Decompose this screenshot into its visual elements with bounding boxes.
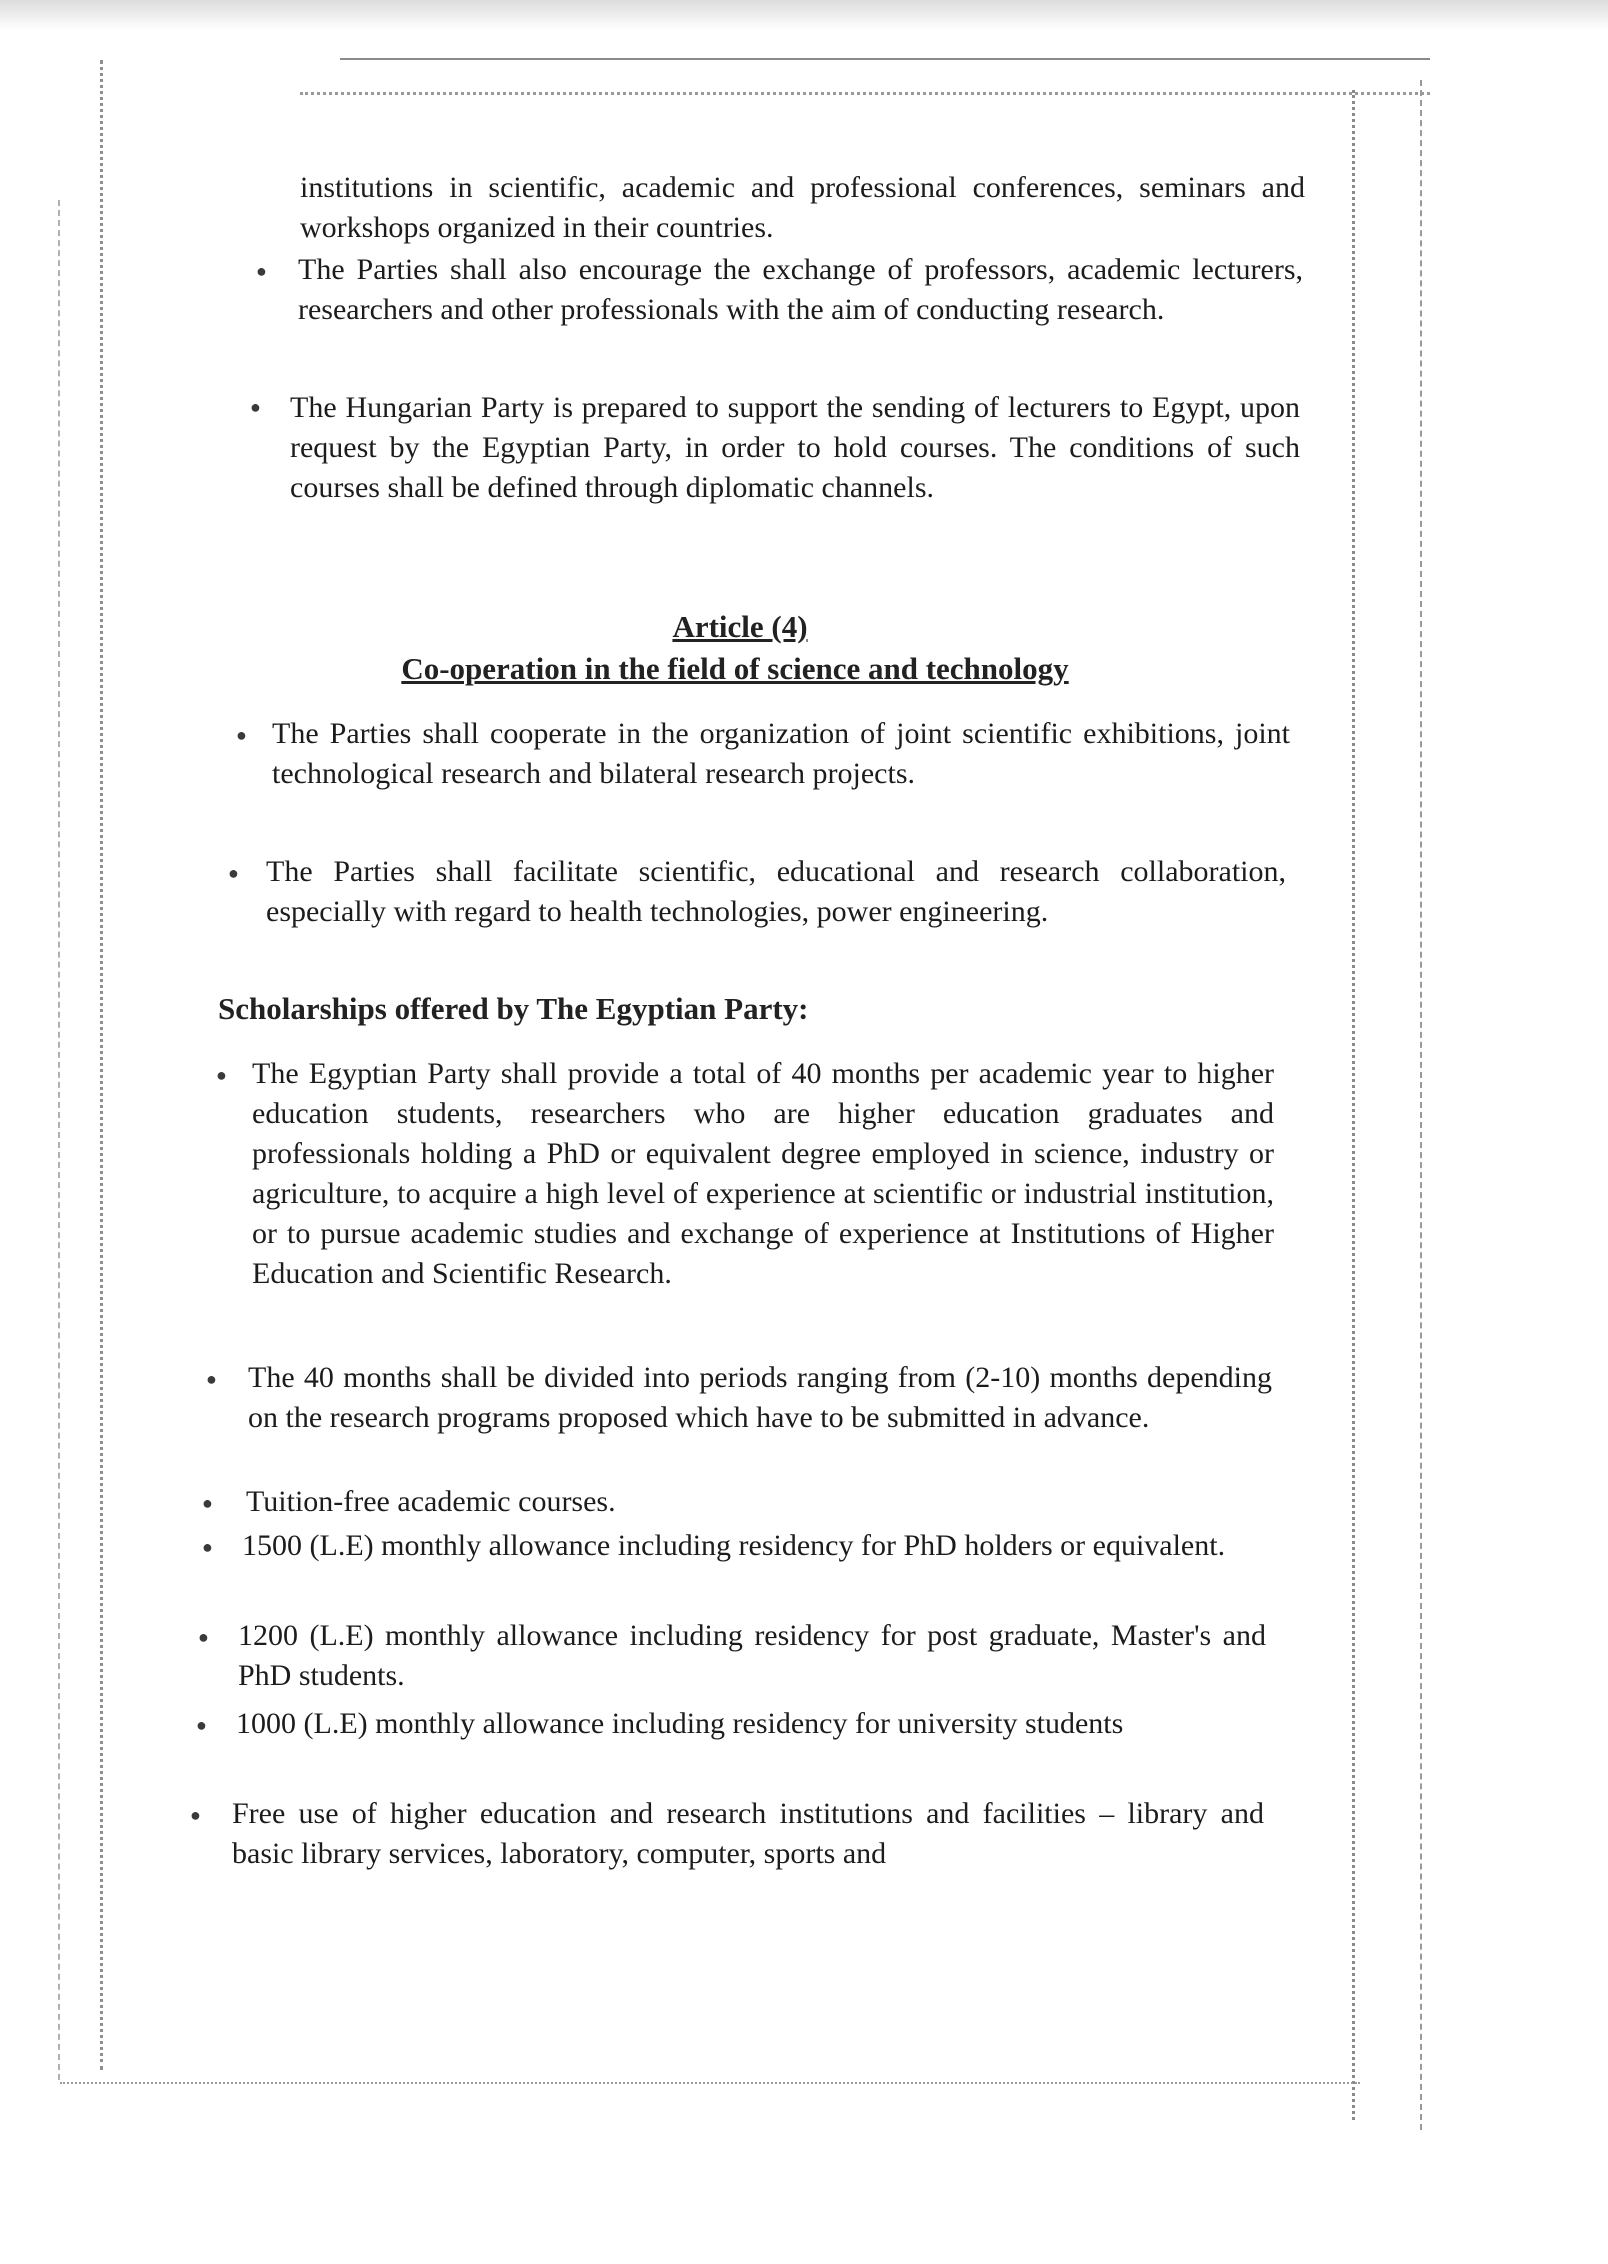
continued-paragraph: institutions in scientific, academic and professional conferences, seminars and workshops organized in their countries. — [300, 171, 1305, 244]
scholarships-heading: Scholarships offered by The Egyptian Party: — [218, 991, 809, 1026]
bullet-icon: ● — [250, 397, 261, 417]
bullet-joint-research: The Parties shall cooperate in the organization of joint scientific exhibitions, joint technological research and bilateral research projects. — [272, 717, 1290, 790]
bullet-icon: ● — [236, 725, 247, 745]
bullet-icon: ● — [196, 1715, 207, 1735]
bullet-icon: ● — [216, 1065, 227, 1085]
bullet-hungarian-lecturers: The Hungarian Party is prepared to support the sending of lecturers to Egypt, upon request by the Egyptian Party, in order to hold courses. The conditions of such courses shall be defined through diplomatic channels. — [290, 391, 1300, 504]
bullet-icon: ● — [202, 1493, 213, 1513]
bullet-forty-months: The Egyptian Party shall provide a total of 40 months per academic year to higher education students, researchers who are higher education graduates and professionals holding a PhD or equivalent degree employed in science, industry or agriculture, to acquire a high level of experience at scientific or industrial institution, or to pursue academic studies and exchange of experience at Institutions of Higher Education and Scientific Research. — [252, 1057, 1274, 1290]
bullet-allowance-postgraduate: 1200 (L.E) monthly allowance including residency for post graduate, Master's and PhD students. — [238, 1619, 1266, 1692]
bullet-icon: ● — [190, 1805, 201, 1825]
bullet-icon: ● — [206, 1369, 217, 1389]
bullet-icon: ● — [202, 1537, 213, 1557]
bullet-periods: The 40 months shall be divided into periods ranging from (2-10) months depending on the research programs proposed which have to be submitted in advance. — [248, 1361, 1272, 1434]
bullet-icon: ● — [198, 1627, 209, 1647]
bullet-allowance-university: 1000 (L.E) monthly allowance including residency for university students — [236, 1707, 1124, 1740]
bullet-allowance-phd: 1500 (L.E) monthly allowance including residency for PhD holders or equivalent. — [242, 1529, 1226, 1562]
bullet-exchange-professors: The Parties shall also encourage the exchange of professors, academic lecturers, researchers and other professionals with the aim of conducting research. — [298, 253, 1303, 326]
bullet-tuition-free: Tuition-free academic courses. — [246, 1485, 616, 1518]
article-subtitle: Co-operation in the field of science and technology — [401, 651, 1069, 686]
bullet-icon: ● — [228, 863, 239, 883]
bullet-free-facilities: Free use of higher education and research institutions and facilities – library and basic library services, laboratory, computer, sports and — [232, 1797, 1264, 1870]
article-title: Article (4) — [672, 609, 808, 644]
bullet-collaboration: The Parties shall facilitate scientific, educational and research collaboration, especially with regard to health technologies, power engineering. — [266, 855, 1286, 928]
bullet-icon: ● — [256, 261, 267, 281]
